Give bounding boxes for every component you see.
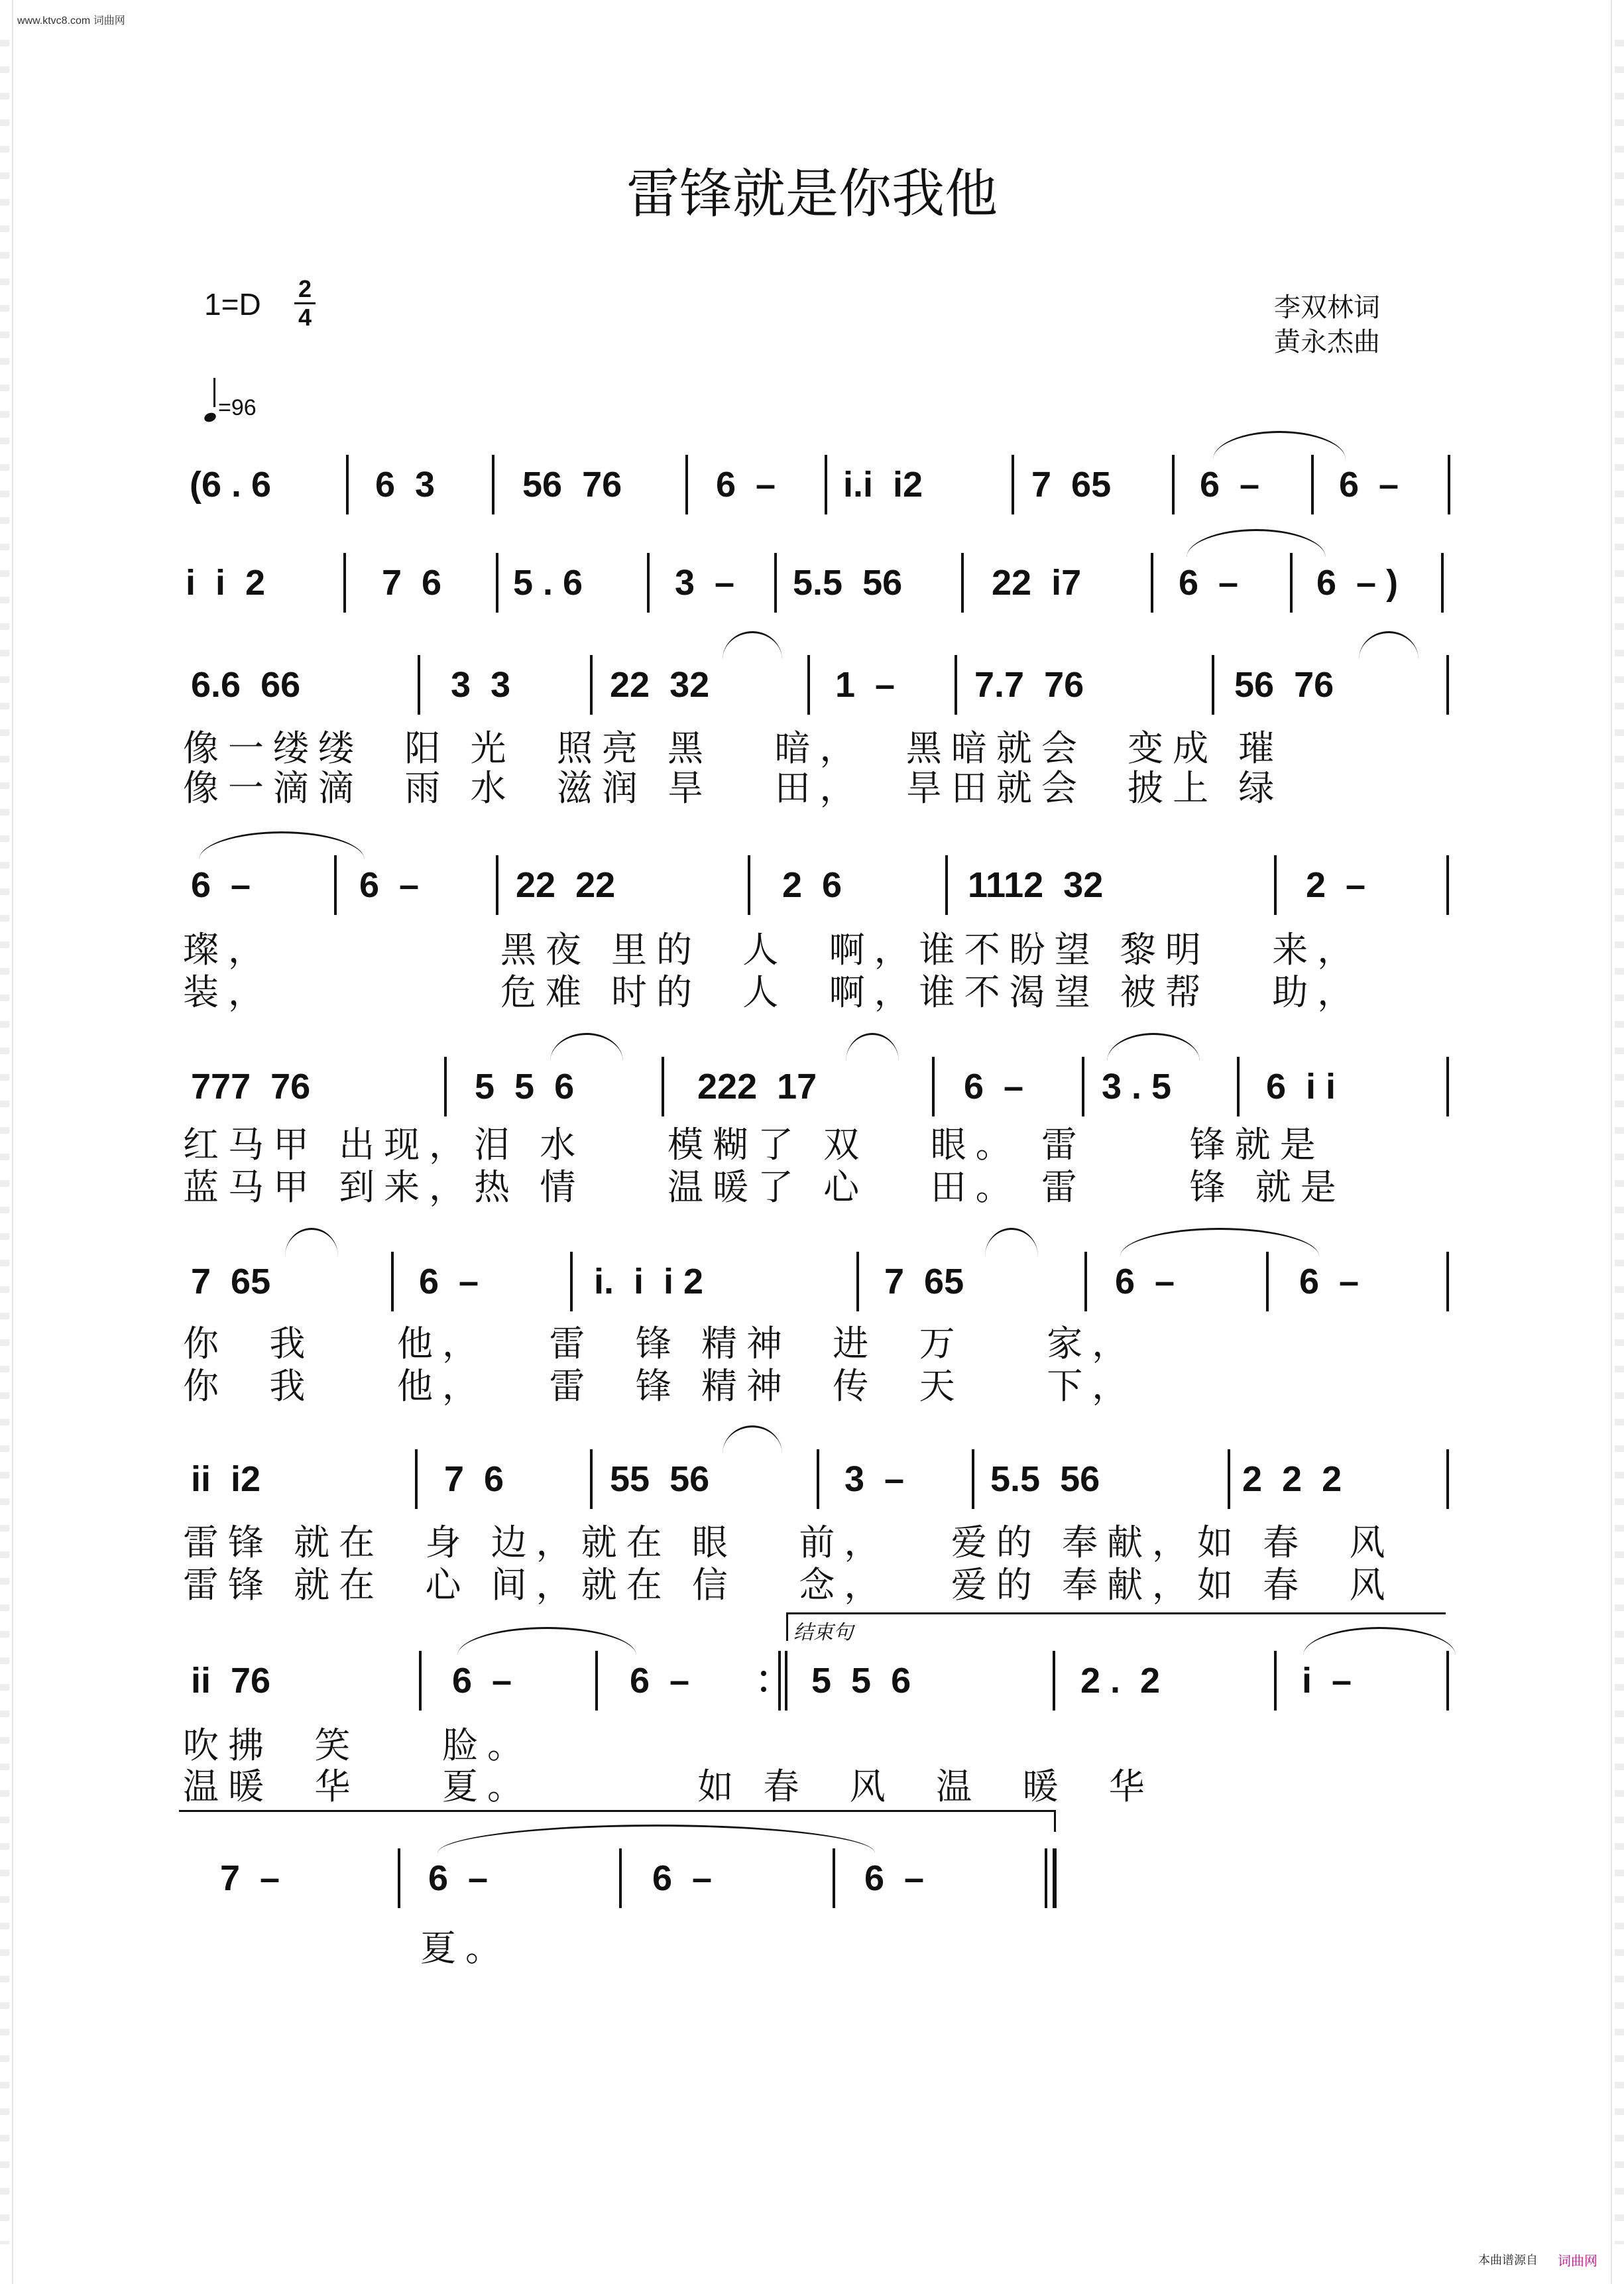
song-title: 雷锋就是你我他 — [626, 163, 998, 225]
barline — [496, 855, 498, 915]
measure: 3 – — [844, 1459, 905, 1499]
lyrics-verse1-line8: 吹拂 笑 脸。 — [183, 1724, 532, 1766]
measure: 7 6 — [382, 563, 442, 603]
measure: 6 – — [964, 1067, 1024, 1107]
barline — [825, 455, 827, 514]
barline — [972, 1449, 974, 1509]
lyrics-verse2-line8: 温暖 华 夏。 如 春 风 温 暖 华 — [183, 1766, 1154, 1807]
measure: 6 3 — [375, 465, 435, 505]
measure: 56 76 — [1234, 665, 1334, 705]
lyrics-verse1-line5: 红马甲 出现，泪 水 模糊了 双 眼。 雷 锋就是 — [183, 1124, 1325, 1166]
credits — [1274, 290, 1380, 359]
time-signature — [292, 276, 318, 331]
measure: 7 65 — [884, 1262, 964, 1301]
measure: 2 . 2 — [1080, 1661, 1161, 1701]
barline — [1212, 655, 1214, 715]
barline — [833, 1848, 835, 1908]
time-signature-top: 2 — [298, 275, 312, 302]
barline — [1053, 1651, 1055, 1711]
barline — [1446, 855, 1449, 915]
measure: 7.7 76 — [974, 665, 1084, 705]
barline — [785, 1651, 787, 1711]
barline — [1045, 1848, 1047, 1908]
barline — [496, 553, 498, 613]
barline — [334, 855, 337, 915]
barline — [418, 655, 420, 715]
barline — [807, 655, 810, 715]
measure: 22 22 — [516, 865, 616, 905]
barline — [1274, 855, 1277, 915]
lyricist: 李双林词 — [1274, 292, 1380, 323]
music-line-3 — [179, 655, 1458, 715]
barline — [1311, 455, 1314, 514]
barline — [492, 455, 494, 514]
barline — [419, 1651, 422, 1711]
barline — [955, 655, 957, 715]
barline — [1172, 455, 1175, 514]
barline — [590, 1449, 593, 1509]
final-barline — [1053, 1848, 1057, 1908]
barline — [1082, 1057, 1084, 1116]
measure: 5.5 56 — [990, 1459, 1100, 1499]
music-line-7 — [179, 1449, 1458, 1509]
barline — [1448, 455, 1450, 514]
quarter-note-stem — [213, 378, 215, 407]
barline — [1446, 1057, 1449, 1116]
footer-brand[interactable]: 词曲网 — [1558, 2254, 1597, 2269]
music-line-2 — [179, 553, 1458, 613]
measure: i – — [1302, 1661, 1352, 1701]
barline — [346, 455, 349, 514]
measure: 6 – — [419, 1262, 479, 1301]
lyrics-verse1-line4: 璨， 黑夜 里的 人 啊，谁不盼望 黎明 来， — [183, 929, 1363, 971]
measure: 6 – — [428, 1858, 489, 1898]
tempo-value: =96 — [218, 395, 257, 420]
lyrics-verse2-line7: 雷锋 就在 心 间，就在 信 念， 爱的 奉献，如 春 风 — [183, 1564, 1395, 1606]
measure: 6 – — [1339, 465, 1399, 505]
barline — [444, 1057, 447, 1116]
measure: 3 3 — [451, 665, 511, 705]
ending-label: 结束句 — [793, 1621, 853, 1644]
key-signature: 1=D — [204, 287, 261, 322]
left-watermark-strip — [0, 40, 9, 2244]
barline — [570, 1252, 573, 1311]
barline — [415, 1449, 418, 1509]
music-line-5 — [179, 1057, 1458, 1116]
composer: 黄永杰曲 — [1274, 327, 1380, 357]
music-line-9 — [179, 1848, 1458, 1908]
barline — [1441, 553, 1444, 613]
barline — [932, 1057, 935, 1116]
measure: 2 6 — [782, 865, 842, 905]
barline — [1228, 1449, 1230, 1509]
measure: 3 – — [675, 563, 735, 603]
measure: 6 – — [359, 865, 420, 905]
repeat-barline — [778, 1651, 781, 1711]
measure: 7 65 — [1031, 465, 1112, 505]
measure: 6 – — [452, 1661, 512, 1701]
barline — [748, 855, 750, 915]
music-line-6 — [179, 1252, 1458, 1311]
time-signature-bottom: 4 — [298, 304, 312, 331]
measure: 1112 32 — [968, 865, 1104, 905]
measure: 6 – — [652, 1858, 713, 1898]
lyrics-verse1-line6: 你 我 他， 雷 锋 精神 进 万 家， — [183, 1323, 1137, 1364]
lyrics-verse2-line5: 蓝马甲 到来，热 情 温暖了 心 田。 雷 锋 就是 — [183, 1166, 1346, 1208]
barline — [961, 553, 964, 613]
measure: 56 76 — [522, 465, 622, 505]
barline — [391, 1252, 394, 1311]
measure: 222 17 — [697, 1067, 817, 1107]
barline — [1012, 455, 1014, 514]
barline — [1446, 655, 1449, 715]
measure: 2 – — [1306, 865, 1366, 905]
lyrics-verse1-line3: 像一缕缕 阳 光 照亮 黑 暗， 黑暗就会 变成 璀 — [183, 727, 1284, 769]
barline — [619, 1848, 622, 1908]
footer-note: 本曲谱源自 — [1478, 2254, 1538, 2267]
measure: 7 65 — [191, 1262, 271, 1301]
measure: 5 5 6 — [475, 1067, 575, 1107]
measure: 5.5 56 — [793, 563, 903, 603]
barline — [1266, 1252, 1269, 1311]
measure: 6 – ) — [1316, 563, 1399, 603]
barline — [662, 1057, 664, 1116]
measure: 6 – — [1200, 465, 1260, 505]
barline — [685, 455, 688, 514]
measure: 6 – — [864, 1858, 925, 1898]
barline — [1446, 1252, 1449, 1311]
barline — [1446, 1651, 1449, 1711]
barline — [945, 855, 948, 915]
barline — [774, 553, 777, 613]
barline — [595, 1651, 598, 1711]
music-line-1 — [179, 455, 1458, 514]
measure: 5 . 6 — [513, 563, 583, 603]
measure: 2 2 2 — [1242, 1459, 1342, 1499]
measure: 1 – — [835, 665, 896, 705]
measure: 6 – — [630, 1661, 690, 1701]
measure: i. i i 2 — [594, 1262, 704, 1301]
barline — [1237, 1057, 1240, 1116]
measure: 22 32 — [610, 665, 710, 705]
barline — [1290, 553, 1293, 613]
measure: 6 – — [1299, 1262, 1360, 1301]
measure: i.i i2 — [843, 465, 923, 505]
measure: 7 6 — [444, 1459, 504, 1499]
barline — [1274, 1651, 1277, 1711]
measure: 6 – — [1115, 1262, 1175, 1301]
barline — [343, 553, 346, 613]
measure: 6 – — [716, 465, 776, 505]
tempo-marking — [204, 386, 257, 421]
barline — [398, 1848, 400, 1908]
lyrics-verse2-line3: 像一滴滴 雨 水 滋润 旱 田， 旱田就会 披上 绿 — [183, 767, 1284, 809]
measure: 6 – — [191, 865, 251, 905]
measure: 5 5 6 — [811, 1661, 911, 1701]
measure: 3 . 5 — [1102, 1067, 1172, 1107]
measure: 7 – — [220, 1858, 280, 1898]
barline — [856, 1252, 859, 1311]
music-line-8 — [179, 1651, 1458, 1711]
measure: ii i2 — [191, 1459, 261, 1499]
barline — [1151, 553, 1153, 613]
barline — [817, 1449, 819, 1509]
measure: i i 2 — [186, 563, 266, 603]
music-line-4 — [179, 855, 1458, 915]
barline — [590, 655, 593, 715]
measure: (6 . 6 — [190, 465, 272, 505]
site-header[interactable]: www.ktvc8.com 词曲网 — [17, 15, 125, 27]
measure: 6 i i — [1266, 1067, 1336, 1107]
measure: 22 i7 — [992, 563, 1082, 603]
lyrics-verse1-line7: 雷锋 就在 身 边，就在 眼 前， 爱的 奉献，如 春 风 — [183, 1522, 1395, 1563]
right-watermark-strip — [1615, 40, 1624, 2244]
barline — [1084, 1252, 1087, 1311]
measure: 6 – — [1179, 563, 1239, 603]
measure: 6.6 66 — [191, 665, 301, 705]
barline — [1446, 1449, 1449, 1509]
measure: 777 76 — [191, 1067, 311, 1107]
lyrics-verse2-line4: 装， 危难 时的 人 啊，谁不渴望 被帮 助， — [183, 971, 1363, 1013]
measure: 55 56 — [610, 1459, 710, 1499]
barline — [647, 553, 650, 613]
measure: ii 76 — [191, 1661, 271, 1701]
lyrics-line9: 夏。 — [420, 1927, 510, 1969]
lyrics-verse2-line6: 你 我 他， 雷 锋 精神 传 天 下， — [183, 1365, 1137, 1407]
